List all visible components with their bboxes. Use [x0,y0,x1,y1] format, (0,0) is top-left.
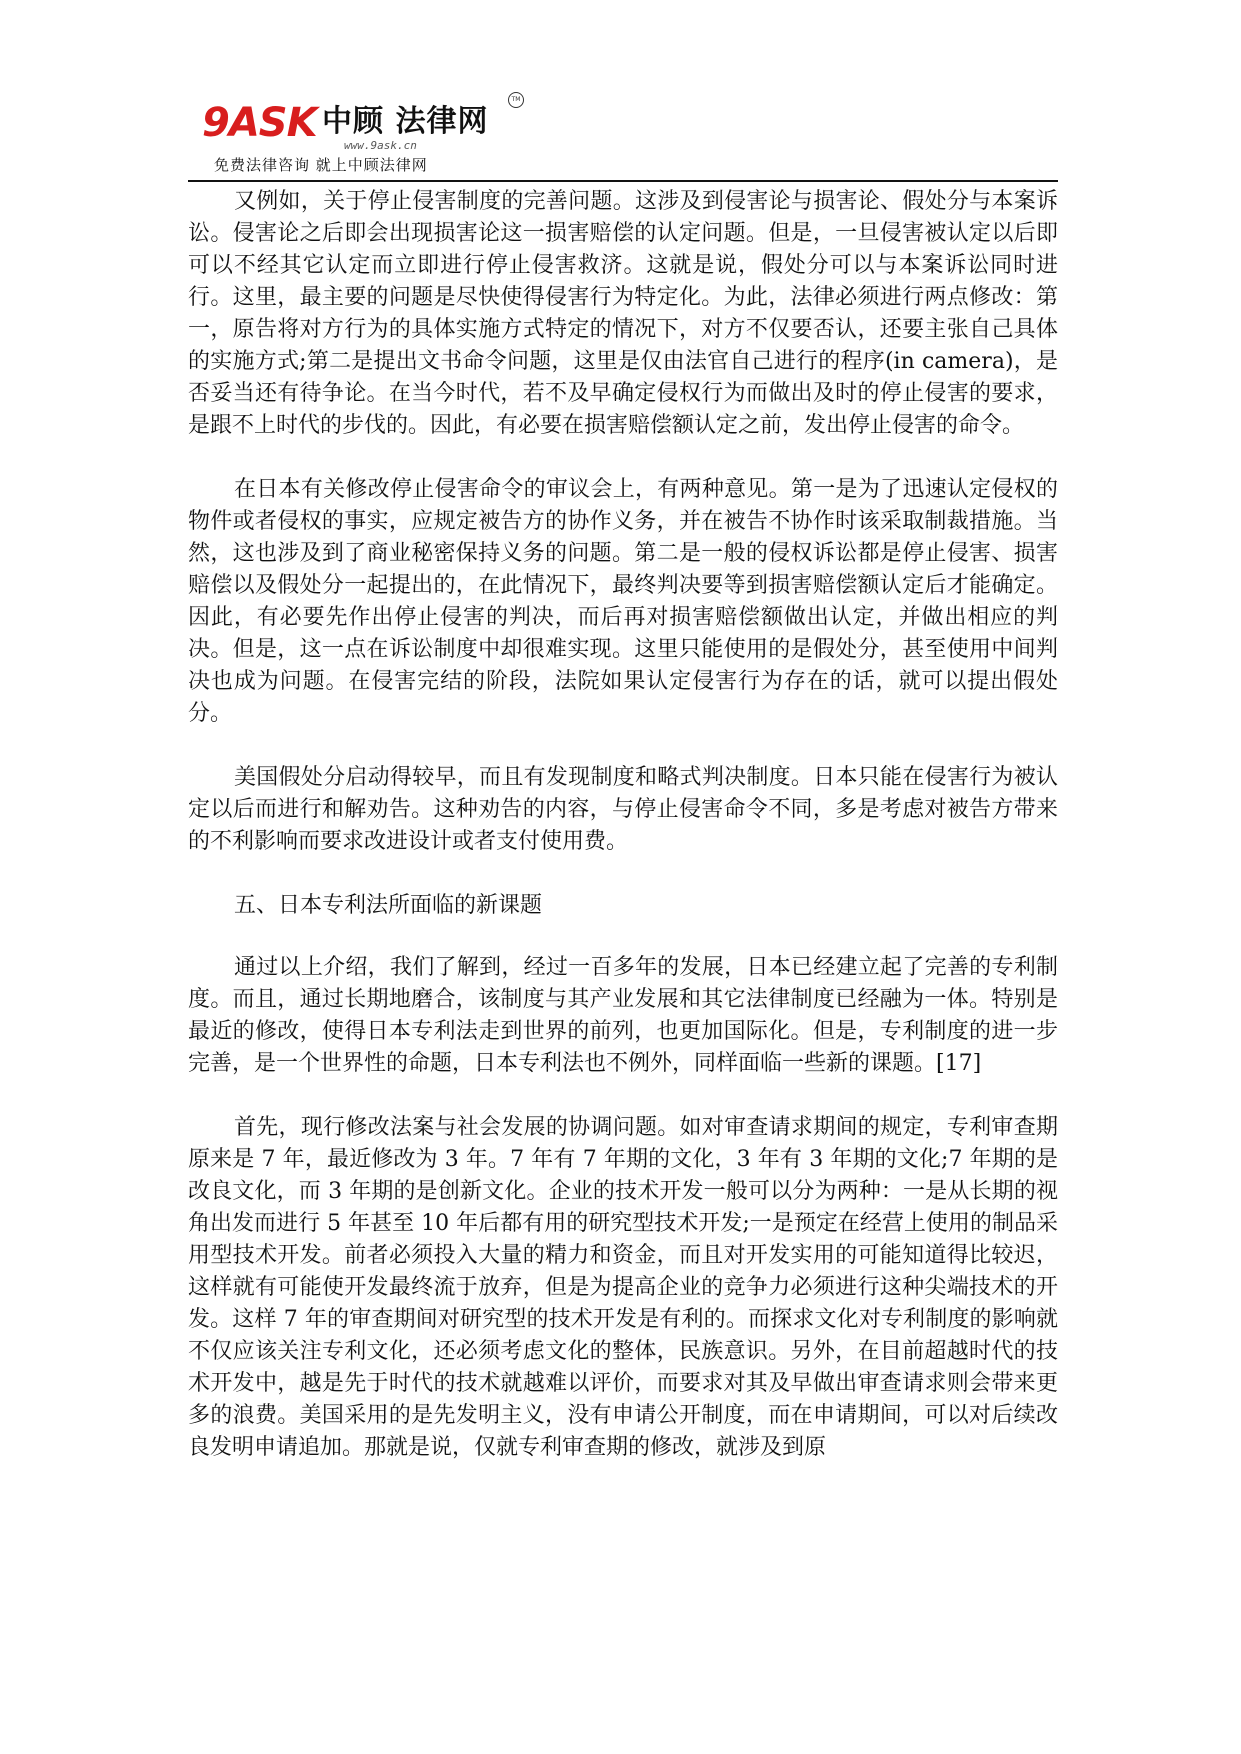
paragraph-us-comparison: 美国假处分启动得较早，而且有发现制度和略式判决制度。日本只能在侵害行为被认定以后而进行和解劝告。这种劝告的内容，与停止侵害命令不同，多是考虑对被告方带来的不利影响而要求改进设计或者支付使用费。 [188,765,1058,854]
trademark-icon: TM [508,92,524,108]
site-logo[interactable] [202,92,521,156]
page-header [188,92,1058,184]
logo-url: www.9ask.cn [344,139,417,152]
section-heading: 五、日本专利法所面临的新课题 [234,893,543,918]
paragraph-injunction-reform: 又例如，关于停止侵害制度的完善问题。这涉及到侵害论与损害论、假处分与本案诉讼。侵害论之后即会出现损害论这一损害赔偿的认定问题。但是，一旦侵害被认定以后即可以不经其它认定而立即进行停止侵害救济。这就是说，假处分可以与本案诉讼同时进行。这里，最主要的问题是尽快使得侵害行为特定化。为此，法律必须进行两点修改：第一，原告将对方行为的具体实施方式特定的情况下，对方不仅要否认，还要主张自己具体的实施方式;第二是提出文书命令问题，这里是仅由法官自己进行的程序(in camera)，是否妥当还有待争论。在当今时代，若不及早确定侵权行为而做出及时的停止侵害的要求，是跟不上时代的步伐的。因此，有必要在损害赔偿额认定之前，发出停止侵害的命令。 [188,189,1058,438]
paragraph-japan-deliberation: 在日本有关修改停止侵害命令的审议会上，有两种意见。第一是为了迅速认定侵权的物件或者侵权的事实，应规定被告方的协作义务，并在被告不协作时该采取制裁措施。当然，这也涉及到了商业秘密保持义务的问题。第二是一般的侵权诉讼都是停止侵害、损害赔偿以及假处分一起提出的，在此情况下，最终判决要等到损害赔偿额认定后才能确定。因此，有必要先作出停止侵害的判决，而后再对损害赔偿额做出认定，并做出相应的判决。但是，这一点在诉讼制度中却很难实现。这里只能使用的是假处分，甚至使用中间判决也成为问题。在侵害完结的阶段，法院如果认定侵害行为存在的话，就可以提出假处分。 [188,477,1058,726]
document-body [188,186,1058,1496]
logo-brand-text: 9ASK [202,100,317,146]
logo-chinese-name: 中顾 法律网 [322,104,489,139]
site-slogan: 免费法律咨询 就上中顾法律网 [214,156,428,174]
header-divider [188,180,1058,182]
paragraph-examination-period: 首先，现行修改法案与社会发展的协调问题。如对审查请求期间的规定，专利审查期原来是 7 年，最近修改为 3 年。7 年有 7 年期的文化，3 年有 3 年期的文化;7 年期的是改良文化，而 3 年期的是创新文化。企业的技术开发一般可以分为两种：一是从长期的视角出发而进行 5 年甚至 10 年后都有用的研究型技术开发;一是预定在经营上使用的制品采用型技术开发。前者必须投入大量的精力和资金，而且对开发实用的可能知道得比较迟，这样就有可能使开发最终流于放弃，但是为提高企业的竞争力必须进行这种尖端技术的开发。这样 7 年的审查期间对研究型的技术开发是有利的。而探求文化对专利制度的影响就不仅应该关注专利文化，还必须考虑文化的整体，民族意识。另外，在目前超越时代的技术开发中，越是先于时代的技术就越难以评价，而要求对其及早做出审查请求则会带来更多的浪费。美国采用的是先发明主义，没有申请公开制度，而在申请期间，可以对后续改良发明申请追加。那就是说，仅就专利审查期的修改，就涉及到原 [188,1115,1058,1460]
paragraph-new-issues-intro: 通过以上介绍，我们了解到，经过一百多年的发展，日本已经建立起了完善的专利制度。而且，通过长期地磨合，该制度与其产业发展和其它法律制度已经融为一体。特别是最近的修改，使得日本专利法走到世界的前列，也更加国际化。但是，专利制度的进一步完善，是一个世界性的命题，日本专利法也不例外，同样面临一些新的课题。[17] [188,955,1058,1076]
